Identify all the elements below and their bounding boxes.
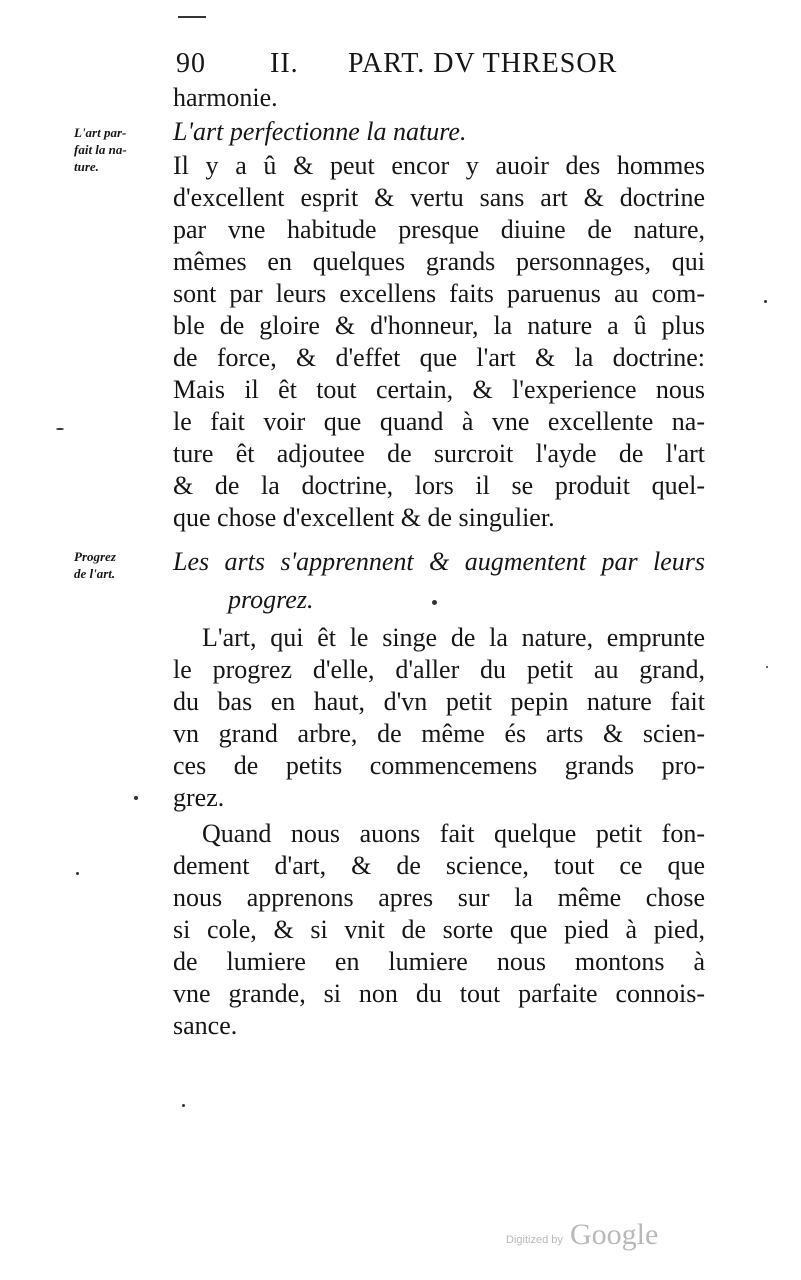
section-heading: Les arts s'apprennent & augmentent par leurs	[173, 547, 705, 576]
ink-speck	[76, 872, 79, 875]
part-number: II.	[270, 48, 299, 79]
text-line: le progrez d'elle, d'aller du petit au grand,	[173, 655, 705, 684]
text-line: ces de petits commencemens grands pro-	[173, 751, 705, 780]
margin-note-line: de l'art.	[74, 566, 116, 581]
text-line: sance.	[173, 1011, 238, 1040]
text-line: sont par leurs excellens faits paruenus au com-	[173, 279, 705, 308]
running-title: PART. DV THRESOR	[348, 48, 618, 79]
margin-note-line: Progrez	[74, 549, 116, 564]
text-line: & de la doctrine, lors il se produit quel-	[173, 471, 705, 500]
watermark-prefix: Digitized by	[506, 1234, 563, 1246]
text-line: du bas en haut, d'vn petit pepin nature fait	[173, 687, 705, 716]
text-line: par vne habitude presque diuine de nature,	[173, 215, 705, 244]
text-line: ture êt adjoutee de surcroit l'ayde de l'art	[173, 439, 705, 468]
text-line: mêmes en quelques grands personnages, qui	[173, 247, 705, 276]
text-line: Mais il êt tout certain, & l'experience nous	[173, 375, 705, 404]
text-line: Il y a û & peut encor y auoir des hommes	[173, 151, 705, 180]
digitized-by-google-watermark	[500, 1218, 680, 1254]
text-line: grez.	[173, 783, 225, 812]
text-line: que chose d'excellent & de singulier.	[173, 503, 555, 532]
ink-speck	[182, 1104, 185, 1107]
margin-note-line: L'art par-	[74, 125, 127, 140]
ink-speck	[432, 600, 437, 605]
text-line: si cole, & si vnit de sorte que pied à pied,	[173, 915, 705, 944]
margin-note-art-parfait	[74, 124, 166, 175]
section-heading-cont: progrez.	[228, 585, 314, 614]
margin-note-line: ture.	[74, 159, 99, 174]
text-line: ble de gloire & d'honneur, la nature a û plus	[173, 311, 705, 340]
ink-speck	[766, 666, 768, 668]
text-line: le fait voir que quand à vne excellente na-	[173, 407, 705, 436]
text-line: Quand nous auons fait quelque petit fon-	[202, 819, 705, 848]
margin-note-line: fait la na-	[74, 142, 127, 157]
text-line: de force, & d'effet que l'art & la doctrine:	[173, 343, 705, 372]
text-line: vn grand arbre, de même és arts & scien-	[173, 719, 705, 748]
google-logo: Google	[570, 1218, 659, 1251]
text-line: d'excellent esprit & vertu sans art & doctrine	[173, 183, 705, 212]
text-line: de lumiere en lumiere nous montons à	[173, 947, 705, 976]
ink-speck	[134, 796, 138, 800]
running-header	[170, 44, 710, 84]
ink-speck	[56, 428, 64, 430]
text-line: harmonie.	[173, 83, 278, 112]
text-line: L'art, qui êt le singe de la nature, emprunte	[202, 623, 705, 652]
margin-note-progrez	[74, 548, 166, 582]
ink-speck	[764, 300, 767, 303]
page-number: 90	[176, 48, 206, 79]
section-heading: L'art perfectionne la nature.	[173, 117, 467, 146]
top-rule	[178, 16, 206, 18]
text-line: nous apprenons apres sur la même chose	[173, 883, 705, 912]
text-line: vne grande, si non du tout parfaite connois-	[173, 979, 705, 1008]
text-line: dement d'art, & de science, tout ce que	[173, 851, 705, 880]
